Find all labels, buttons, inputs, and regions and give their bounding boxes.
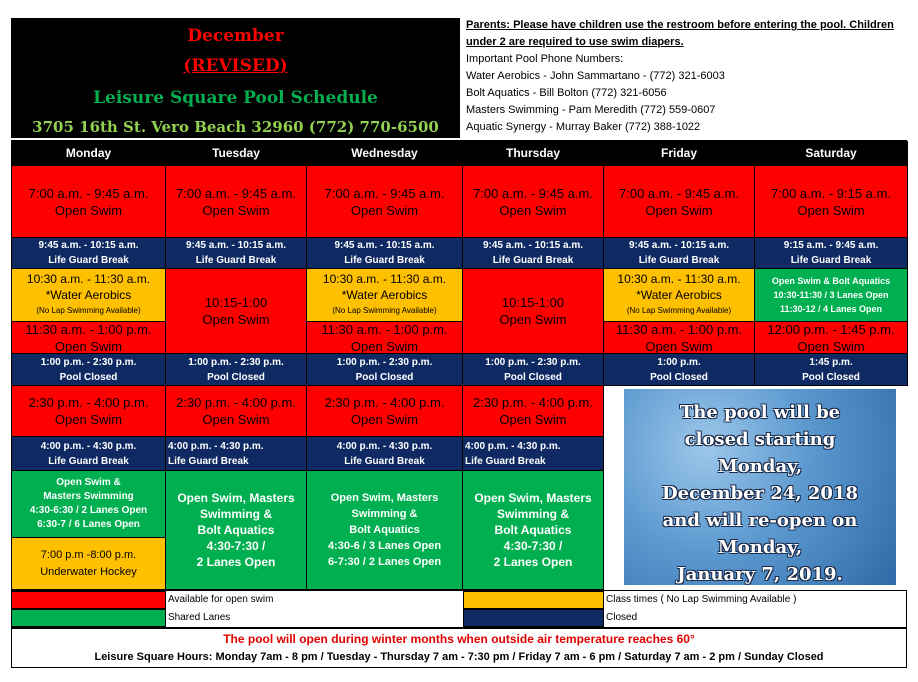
closure-line: Monday,: [717, 537, 803, 558]
slot-label: Pool Closed: [504, 371, 562, 383]
phone-masters-swimming: Masters Swimming - Pam Meredith (772) 559-0607: [466, 104, 716, 116]
slot-line: Open Swim & Bolt Aquatics: [771, 276, 891, 286]
slot-time: 2:30 p.m. - 4:00 p.m.: [324, 395, 445, 410]
address-line: 3705 16th St. Vero Beach 32960 (772) 770-6500: [32, 118, 439, 136]
slot-time: 9:45 a.m. - 10:15 a.m.: [482, 240, 584, 251]
slot-time: 4:00 p.m. - 4:30 p.m.: [465, 440, 561, 452]
slot-label: Underwater Hockey: [40, 565, 137, 578]
slot-line: Swimming &: [199, 507, 272, 521]
slot-label: Pool Closed: [207, 371, 265, 383]
slot-time: 4:00 p.m. - 4:30 p.m.: [336, 440, 433, 452]
slot-line: Bolt Aquatics: [197, 523, 275, 537]
slot-time: 2:30 p.m. - 4:00 p.m.: [176, 395, 296, 410]
header-panel: [11, 18, 460, 138]
slot-label: Life Guard Break: [790, 255, 872, 266]
slot-time: 2:30 p.m. - 4:00 p.m.: [28, 395, 149, 410]
slot-label: Pool Closed: [650, 371, 708, 383]
hours-line: Leisure Square Hours: Monday 7am - 8 pm / Tuesday - Thursday 7 am - 7:30 pm / Friday 7 am - 6 pm / Saturday 7 am - 2 pm / Sunday Closed: [94, 651, 824, 663]
slot-line: Bolt Aquatics: [349, 524, 420, 536]
pool-closed-thursday: [463, 354, 604, 386]
slot-time: 7:00 a.m. - 9:45 a.m.: [619, 185, 739, 201]
shared-lanes-evening-thursday: [463, 471, 604, 590]
slot-line: Open Swim, Masters: [330, 492, 439, 504]
day-header-thursday: Thursday: [463, 141, 604, 166]
slot-time: 7:00 a.m. - 9:45 a.m.: [324, 185, 445, 201]
slot-line: 2 Lanes Open: [196, 555, 276, 569]
slot-time: 4:00 p.m. - 4:30 p.m.: [168, 440, 264, 452]
open-swim-midday-thursday: [463, 269, 604, 354]
life-guard-break-morning-tuesday: [166, 238, 307, 269]
water-aerobics-friday: [604, 269, 755, 322]
slot-time: 1:00 p.m. - 2:30 p.m.: [485, 356, 581, 368]
slot-label: Life Guard Break: [195, 255, 277, 266]
slot-line: 4:30-6:30 / 2 Lanes Open: [29, 505, 148, 516]
parent-notice-2: under 2 are required to use swim diapers.: [466, 36, 684, 48]
slot-label: Open Swim: [202, 312, 270, 327]
closure-line: and will re-open on: [662, 510, 858, 531]
underwater-hockey-monday: [12, 538, 166, 590]
slot-time: 9:45 a.m. - 10:15 a.m.: [334, 240, 435, 251]
life-guard-break-morning-friday: [604, 238, 755, 269]
slot-label: Open Swim: [202, 202, 270, 218]
slot-label: Open Swim: [797, 202, 865, 218]
slot-line: 10:30-11:30 / 3 Lanes Open: [773, 290, 889, 300]
open-swim-late-morning-saturday: [755, 322, 908, 354]
schedule-title: Leisure Square Pool Schedule: [93, 88, 378, 108]
parent-notice-1: Parents: Please have children use the restroom before entering the pool. Children: [466, 19, 894, 31]
slot-time: 2:30 p.m. - 4:00 p.m.: [473, 395, 593, 410]
slot-time: 9:45 a.m. - 10:15 a.m.: [38, 240, 139, 251]
slot-label: Life Guard Break: [168, 455, 249, 467]
life-guard-break-morning-thursday: [463, 238, 604, 269]
slot-label: *Water Aerobics: [341, 288, 428, 302]
slot-label: Pool Closed: [59, 371, 118, 383]
slot-label: Open Swim: [54, 412, 123, 427]
slot-time: 10:30 a.m. - 11:30 a.m.: [617, 272, 741, 286]
slot-line: Open Swim, Masters: [177, 491, 295, 505]
closure-line: closed starting: [684, 429, 836, 450]
slot-time: 1:00 p.m. - 2:30 p.m.: [40, 356, 137, 368]
slot-line: Swimming &: [351, 508, 418, 520]
slot-label: Open Swim: [54, 202, 123, 218]
slot-label: Open Swim: [350, 202, 419, 218]
slot-time: 11:30 a.m. - 1:00 p.m.: [25, 321, 152, 337]
slot-line: 11:30-12 / 4 Lanes Open: [779, 304, 883, 314]
open-swim-morning-monday: [12, 166, 166, 238]
water-aerobics-wednesday: [307, 269, 463, 322]
life-guard-break-morning-saturday: [755, 238, 908, 269]
open-swim-morning-tuesday: [166, 166, 307, 238]
slot-line: Open Swim &: [56, 477, 121, 488]
slot-line: Swimming &: [496, 507, 569, 521]
slot-note: (No Lap Swimming Available): [332, 306, 437, 315]
schedule-grid: [11, 140, 907, 590]
life-guard-break-afternoon-thursday: [463, 437, 604, 471]
slot-time: 11:30 a.m. - 1:00 p.m.: [615, 321, 743, 337]
slot-label: Life Guard Break: [344, 455, 425, 467]
info-block: [466, 17, 916, 136]
closure-notice: [624, 389, 896, 585]
legend-label-open-swim: Available for open swim: [168, 594, 274, 605]
pool-closed-monday: [12, 354, 166, 386]
water-aerobics-monday: [12, 269, 166, 322]
slot-label: Life Guard Break: [492, 255, 574, 266]
phones-heading: Important Pool Phone Numbers:: [466, 53, 624, 65]
temperature-notice: The pool will open during winter months when outside air temperature reaches 60°: [223, 632, 695, 646]
day-header-saturday: Saturday: [755, 141, 908, 166]
open-swim-morning-wednesday: [307, 166, 463, 238]
slot-time: 1:00 p.m. - 2:30 p.m.: [188, 356, 284, 368]
slot-label: Pool Closed: [355, 371, 414, 383]
open-swim-morning-saturday: [755, 166, 908, 238]
slot-time: 11:30 a.m. - 1:00 p.m.: [321, 321, 448, 337]
slot-label: *Water Aerobics: [636, 288, 722, 302]
legend-label-shared-lanes: Shared Lanes: [168, 612, 231, 623]
slot-time: 1:45 p.m.: [809, 356, 853, 368]
slot-label: Open Swim: [645, 338, 713, 354]
slot-line: 2 Lanes Open: [493, 555, 573, 569]
revised-label: (REVISED): [183, 56, 288, 76]
slot-label: Life Guard Break: [344, 255, 425, 266]
slot-time: 4:00 p.m. - 4:30 p.m.: [40, 440, 137, 452]
closure-notice-text: [624, 399, 896, 585]
slot-time: 7:00 a.m. - 9:45 a.m.: [176, 185, 296, 201]
slot-label: Open Swim: [797, 338, 865, 354]
pool-closed-saturday: [755, 354, 908, 386]
closure-line: Monday,: [717, 456, 803, 477]
day-header-wednesday: Wednesday: [307, 141, 463, 166]
month-title: December: [187, 26, 284, 46]
slot-label: Open Swim: [202, 412, 270, 427]
slot-label: Open Swim: [499, 412, 567, 427]
life-guard-break-morning-monday: [12, 238, 166, 269]
slot-line: 6:30-7 / 6 Lanes Open: [37, 519, 140, 530]
legend-label-class-times: Class times ( No Lap Swimming Available ): [606, 594, 797, 605]
slot-time: 10:30 a.m. - 11:30 a.m.: [26, 272, 151, 286]
slot-line: 6-7:30 / 2 Lanes Open: [327, 556, 442, 568]
slot-time: 10:15-1:00: [501, 295, 565, 310]
phone-bolt-aquatics: Bolt Aquatics - Bill Bolton (772) 321-6056: [466, 87, 667, 99]
open-swim-afternoon-monday: [12, 386, 166, 437]
slot-time: 12:00 p.m. - 1:45 p.m.: [767, 321, 895, 337]
phone-water-aerobics: Water Aerobics - John Sammartano - (772) 321-6003: [466, 70, 725, 82]
slot-time: 1:00 p.m.: [657, 356, 701, 368]
slot-time: 7:00 p.m -8:00 p.m.: [40, 548, 137, 561]
slot-time: 7:00 a.m. - 9:45 a.m.: [28, 185, 149, 201]
life-guard-break-morning-wednesday: [307, 238, 463, 269]
pool-closed-friday: [604, 354, 755, 386]
pool-closed-wednesday: [307, 354, 463, 386]
closure-line: December 24, 2018: [662, 483, 858, 504]
slot-label: Life Guard Break: [48, 455, 129, 467]
slot-time: 10:15-1:00: [204, 295, 268, 310]
slot-label: Open Swim: [54, 338, 123, 354]
slot-time: 1:00 p.m. - 2:30 p.m.: [336, 356, 433, 368]
slot-time: 9:15 a.m. - 9:45 a.m.: [783, 240, 879, 251]
slot-time: 7:00 a.m. - 9:45 a.m.: [473, 185, 593, 201]
slot-line: 4:30-7:30 /: [206, 539, 266, 553]
life-guard-break-afternoon-tuesday: [166, 437, 307, 471]
slot-time: 7:00 a.m. - 9:15 a.m.: [771, 185, 891, 201]
slot-time: 9:45 a.m. - 10:15 a.m.: [628, 240, 730, 251]
legend-label-closed: Closed: [606, 612, 638, 623]
open-swim-morning-thursday: [463, 166, 604, 238]
life-guard-break-afternoon-monday: [12, 437, 166, 471]
closure-line: The pool will be: [679, 402, 841, 423]
open-swim-late-morning-monday: [12, 322, 166, 354]
life-guard-break-afternoon-wednesday: [307, 437, 463, 471]
open-swim-afternoon-tuesday: [166, 386, 307, 437]
slot-line: 4:30-6 / 3 Lanes Open: [327, 540, 442, 552]
pool-closed-tuesday: [166, 354, 307, 386]
shared-lanes-midday-saturday: [755, 269, 908, 322]
open-swim-midday-tuesday: [166, 269, 307, 354]
closure-line: January 7, 2019.: [677, 564, 843, 585]
slot-label: Life Guard Break: [638, 255, 720, 266]
slot-time: 9:45 a.m. - 10:15 a.m.: [185, 240, 287, 251]
open-swim-late-morning-wednesday: [307, 322, 463, 354]
slot-label: Life Guard Break: [48, 255, 129, 266]
open-swim-afternoon-thursday: [463, 386, 604, 437]
slot-label: Open Swim: [350, 338, 419, 354]
open-swim-late-morning-friday: [604, 322, 755, 354]
day-header-monday: Monday: [12, 141, 166, 166]
slot-time: 10:30 a.m. - 11:30 a.m.: [322, 272, 447, 286]
shared-lanes-evening-monday: [12, 471, 166, 538]
shared-lanes-evening-wednesday: [307, 471, 463, 590]
slot-label: Open Swim: [499, 202, 567, 218]
slot-label: Pool Closed: [802, 371, 860, 383]
slot-line: Open Swim, Masters: [474, 491, 592, 505]
shared-lanes-evening-tuesday: [166, 471, 307, 590]
day-header-friday: Friday: [604, 141, 755, 166]
slot-label: Life Guard Break: [465, 455, 546, 467]
slot-note: (No Lap Swimming Available): [36, 306, 141, 315]
slot-label: Open Swim: [350, 412, 419, 427]
day-header-tuesday: Tuesday: [166, 141, 307, 166]
slot-line: Masters Swimming: [43, 491, 134, 502]
slot-note: (No Lap Swimming Available): [626, 306, 732, 315]
slot-line: Bolt Aquatics: [494, 523, 572, 537]
slot-label: Open Swim: [499, 312, 567, 327]
slot-label: Open Swim: [645, 202, 713, 218]
slot-line: 4:30-7:30 /: [503, 539, 563, 553]
legend-border: [11, 590, 907, 628]
phone-aquatic-synergy: Aquatic Synergy - Murray Baker (772) 388-1022: [466, 121, 701, 133]
open-swim-morning-friday: [604, 166, 755, 238]
open-swim-afternoon-wednesday: [307, 386, 463, 437]
slot-label: *Water Aerobics: [45, 288, 132, 302]
